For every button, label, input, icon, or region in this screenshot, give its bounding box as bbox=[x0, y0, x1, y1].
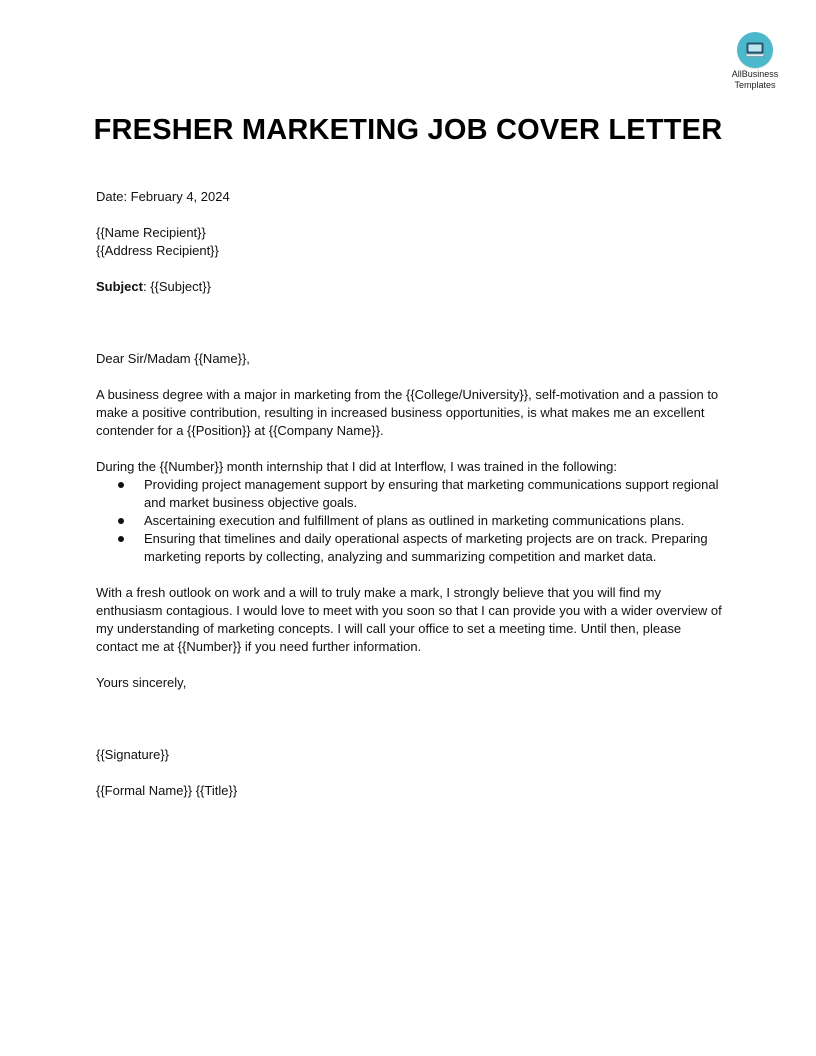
allbusiness-logo bbox=[722, 32, 788, 90]
training-list bbox=[96, 476, 726, 566]
signature-placeholder: {{Signature}} bbox=[96, 747, 170, 762]
date-line: Date: February 4, 2024 bbox=[96, 189, 230, 204]
subject-line bbox=[96, 278, 726, 296]
letter-body bbox=[96, 188, 726, 800]
bullet-dot bbox=[118, 536, 124, 542]
bullet-dot bbox=[118, 482, 124, 488]
formal-name: {{Formal Name}} {{Title}} bbox=[96, 783, 238, 798]
subject-value: : {{Subject}} bbox=[142, 279, 211, 294]
list-item bbox=[96, 476, 726, 512]
list-item-text: Ascertaining execution and fulfillment of plans as outlined in marketing communications plans. bbox=[144, 513, 685, 528]
list-item-text: Ensuring that timelines and daily operational aspects of marketing projects are on track. Preparing marketing reports by collecting, analyzing and summarizing competition and market data. bbox=[144, 531, 708, 564]
list-item-text: Providing project management support by ensuring that marketing communications support regional and market business objective goals. bbox=[144, 477, 719, 510]
salutation: Dear Sir/Madam {{Name}}, bbox=[96, 351, 250, 366]
list-item bbox=[96, 530, 726, 566]
subject-label: Subject bbox=[96, 279, 143, 294]
document-title: FRESHER MARKETING JOB COVER LETTER bbox=[93, 114, 723, 146]
paragraph-closing: With a fresh outlook on work and a will to truly make a mark, I strongly believe that you will find my enthusiasm contagious. I would love to meet with you soon so that I can provide you with a wider overview of my understanding of marketing concepts. I will call your office to set a meeting time. Until then, please contact me at {{Number}} if you need further information. bbox=[96, 585, 722, 654]
bullet-dot bbox=[118, 518, 124, 524]
closing: Yours sincerely, bbox=[96, 675, 187, 690]
internship-intro: During the {{Number}} month internship that I did at Interflow, I was trained in the following: bbox=[96, 459, 618, 474]
logo-text-line2: Templates bbox=[734, 80, 776, 90]
recipient-name: {{Name Recipient}} bbox=[96, 225, 206, 240]
laptop-icon bbox=[737, 32, 773, 68]
recipient-address: {{Address Recipient}} bbox=[96, 243, 219, 258]
logo-text-line1: AllBusiness bbox=[731, 69, 779, 79]
paragraph-intro: A business degree with a major in marketing from the {{College/University}}, self-motivation and a passion to make a positive contribution, resulting in increased business opportunities, is what makes me an excellent contender for a {{Position}} at {{Company Name}}. bbox=[96, 387, 719, 438]
list-item bbox=[96, 512, 726, 530]
